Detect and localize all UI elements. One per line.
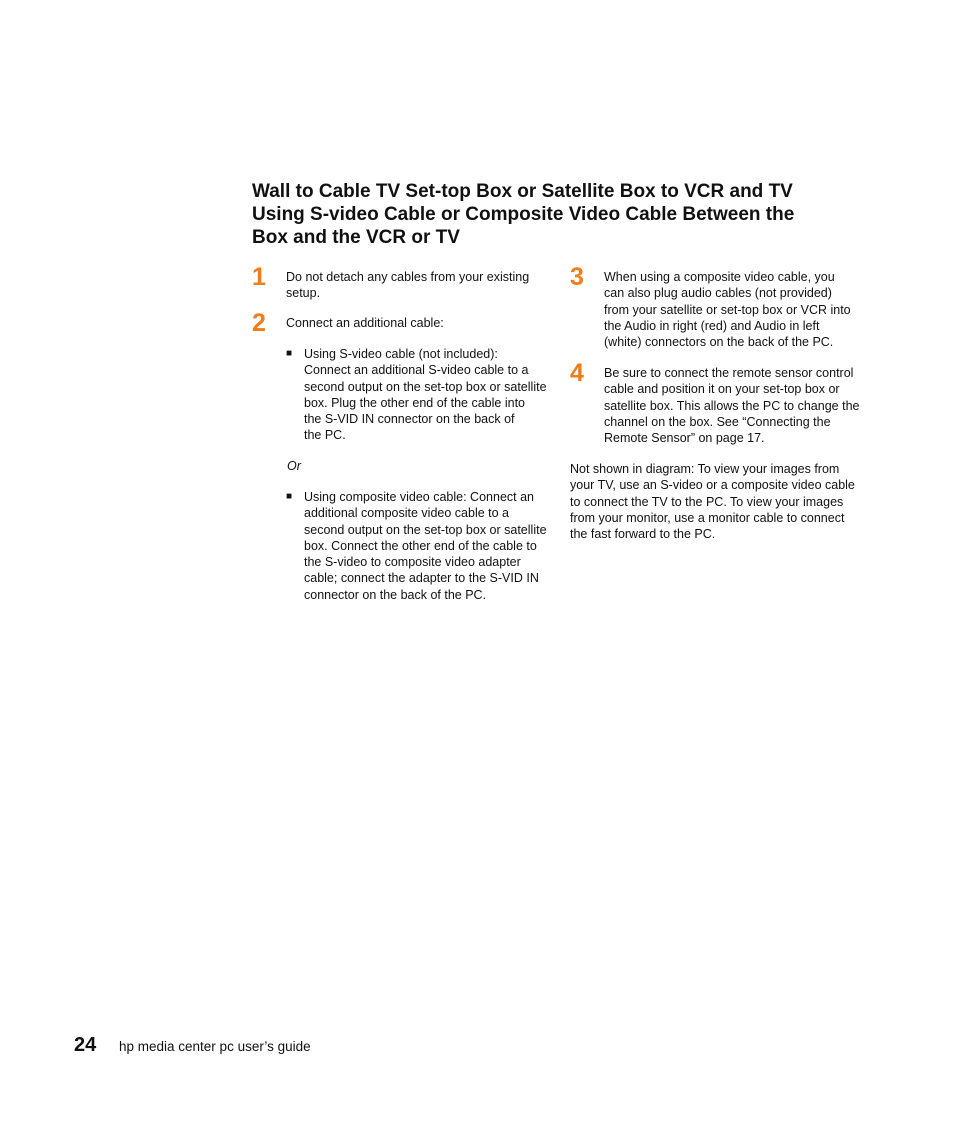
text-line: Using composite video cable: Connect an <box>304 490 534 504</box>
text-line: Remote Sensor” on page 17. <box>604 431 765 446</box>
text-line: from your satellite or set-top box or VCR into <box>604 302 851 317</box>
step-number: 4 <box>570 359 584 387</box>
section-heading <box>252 180 872 249</box>
text-line: the Audio in right (red) and Audio in left <box>604 318 820 333</box>
heading-line: Box and the VCR or TV <box>252 227 460 248</box>
text-line: Using S-video cable (not included): <box>304 347 498 361</box>
text-line: second output on the set-top box or satellite <box>304 522 547 537</box>
text-line: the PC. <box>304 428 346 443</box>
diagram-note <box>570 461 855 542</box>
text-line: can also plug audio cables (not provided) <box>604 286 832 301</box>
or-separator: Or <box>287 459 301 473</box>
bullet-mark: ■ <box>286 491 293 502</box>
text-line: channel on the box. See “Connecting the <box>604 414 831 429</box>
footer-title: hp media center pc user’s guide <box>119 1039 311 1054</box>
text-line: cable; connect the adapter to the S-VID IN <box>304 571 539 586</box>
bullet-text <box>304 489 547 603</box>
text-line: additional composite video cable to a <box>304 506 509 521</box>
page-number: 24 <box>74 1034 97 1056</box>
text-line: Connect an additional S-video cable to a <box>304 363 529 378</box>
heading-line: Wall to Cable TV Set-top Box or Satellite Box to VCR and TV <box>252 181 793 202</box>
text-line: cable and position it on your set-top box or <box>604 382 840 397</box>
text-line: to connect the TV to the PC. To view your images <box>570 494 844 509</box>
heading-line: Using S-video Cable or Composite Video Cable Between the <box>252 204 795 225</box>
text-line: box. Connect the other end of the cable to <box>304 538 537 553</box>
text-line: setup. <box>286 286 321 301</box>
step-text <box>286 269 529 302</box>
text-line: Not shown in diagram: To view your images from <box>570 462 840 476</box>
step-text <box>604 365 859 446</box>
text-line: satellite box. This allows the PC to change the <box>604 398 860 413</box>
step-text <box>286 315 444 331</box>
step-text <box>604 269 851 350</box>
text-line: the S-VID IN connector on the back of <box>304 412 515 427</box>
text-line: Be sure to connect the remote sensor control <box>604 366 854 380</box>
text-line: Do not detach any cables from your existing <box>286 270 530 284</box>
bullet-text <box>304 346 547 444</box>
text-line: your TV, use an S-video or a composite video cable <box>570 478 855 493</box>
text-line: the S-video to composite video adapter <box>304 555 521 570</box>
text-line: When using a composite video cable, you <box>604 270 835 284</box>
text-line: second output on the set-top box or satellite <box>304 379 547 394</box>
text-line: the fast forward to the PC. <box>570 527 716 542</box>
step-number: 2 <box>252 309 266 337</box>
text-line: Connect an additional cable: <box>286 316 444 330</box>
step-number: 1 <box>252 263 266 291</box>
text-line: box. Plug the other end of the cable into <box>304 395 525 410</box>
text-line: (white) connectors on the back of the PC. <box>604 335 834 350</box>
bullet-mark: ■ <box>286 348 293 359</box>
text-line: connector on the back of the PC. <box>304 587 487 602</box>
step-number: 3 <box>570 263 584 291</box>
text-line: from your monitor, use a monitor cable to connect <box>570 510 845 525</box>
